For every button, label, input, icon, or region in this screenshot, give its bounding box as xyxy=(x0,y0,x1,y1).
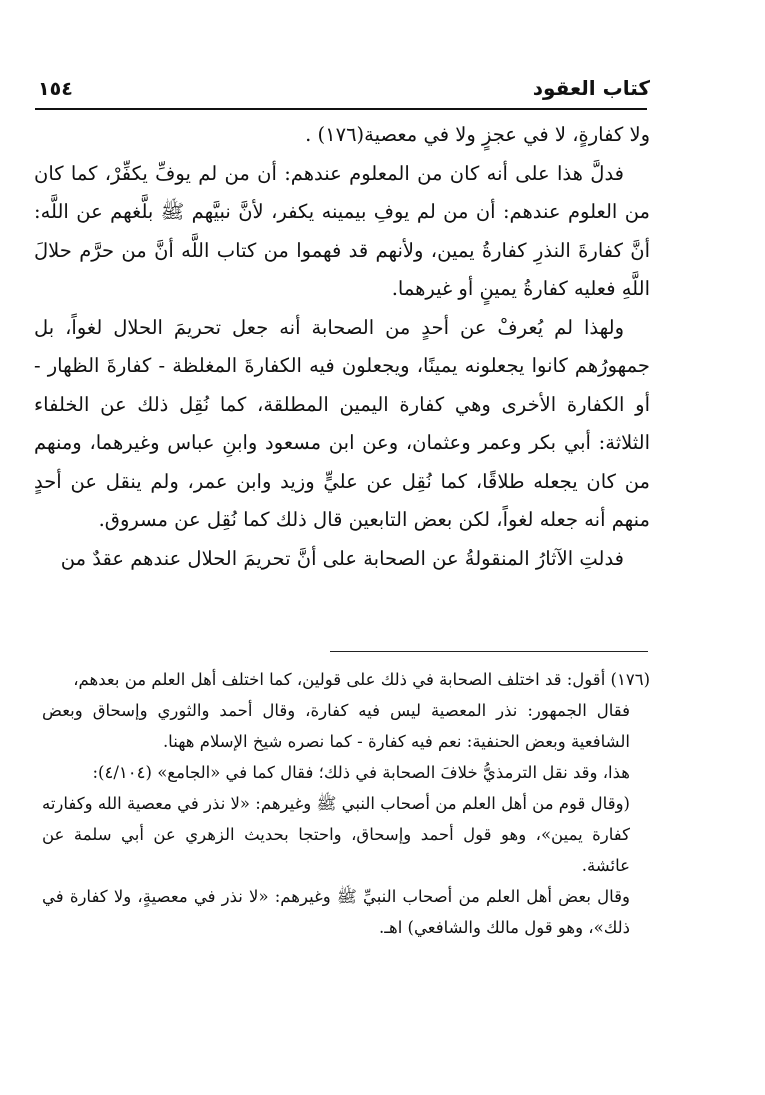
page-header xyxy=(38,72,650,106)
footnote-line: هذا، وقد نقل الترمذيُّ خلافَ الصحابة في ذلك؛ فقال كما في «الجامع» (٤/١٠٤): xyxy=(92,763,630,782)
page-number: ١٥٤ xyxy=(38,78,73,100)
footnote-line: (وقال قوم من أهل العلم من أصحاب النبي ﷺ وغيرهم: «لا نذر في معصية الله وكفارته كفارة يمين»، وهو قول أحمد وإسحاق، واحتجا بحديث الزهري عن أبي سلمة عن عائشة. xyxy=(41,794,630,875)
running-title: كتاب العقود xyxy=(532,76,650,100)
footnote-separator xyxy=(330,651,648,652)
footnotes xyxy=(42,664,650,943)
paragraph: ولا كفارةٍ، لا في عجزٍ ولا في معصية(١٧٦) . xyxy=(305,123,650,146)
footnote-line: وقال بعض أهل العلم من أصحاب النبيِّ ﷺ وغيرهم: «لا نذر في معصيةٍ، ولا كفارة في ذلك»، وهو قول مالك والشافعي) اهـ. xyxy=(42,887,630,937)
paragraph: فدلَّ هذا على أنه كان من المعلوم عندهم: أن من لم يوفِّ يكفِّرْ، كما كان من العلوم عندهم: أن من لم يوفِ بيمينه يكفر، لأنَّ نبيَّهم ﷺ بلَّغهم عن اللَّه: أنَّ كفارةَ النذرِ كفارةُ يمين، ولأنهم قد فهموا من كتاب اللَّه أنَّ من حرَّم حلالَ اللَّهِ فعليه كفارةُ يمينٍ أو غيرهما. xyxy=(34,161,650,300)
paragraph: ولهذا لم يُعرفْ عن أحدٍ من الصحابة أنه جعل تحريمَ الحلال لغواً، بل جمهورُهم كانوا يجعلونه يمينًا، ويجعلون فيه الكفارةَ المغلظة - كفارةَ الظهار - أو الكفارة الأخرى وهي كفارة اليمين المطلقة، كما نُقِل ذلك عن الخلفاء الثلاثة: أبي بكر وعمر وعثمان، وعن ابن مسعود وابنِ عباس وغيرهما، ومنهم من كان يجعله طلاقًا، كما نُقِل عن عليٍّ وزيد وابن عمر، ولم ينقل عن أحدٍ منهم أنه جعله لغواً، لكن بعض التابعين قال ذلك كما نُقِل عن مسروق. xyxy=(34,315,650,531)
main-text xyxy=(34,116,650,578)
header-rule xyxy=(35,108,647,110)
footnote-line: فقال الجمهور: نذر المعصية ليس فيه كفارة، وقال أحمد والثوري وإسحاق وبعض الشافعية وبعض الحنفية: نعم فيه كفارة - كما نصره شيخ الإسلام ههنا. xyxy=(42,701,630,751)
paragraph: فدلتِ الآثارُ المنقولةُ عن الصحابة على أنَّ تحريمَ الحلال عندهم عقدٌ من xyxy=(60,546,624,570)
footnote-line: (١٧٦) أقول: قد اختلف الصحابة في ذلك على قولين، كما اختلف أهل العلم من بعدهم، xyxy=(73,670,650,689)
